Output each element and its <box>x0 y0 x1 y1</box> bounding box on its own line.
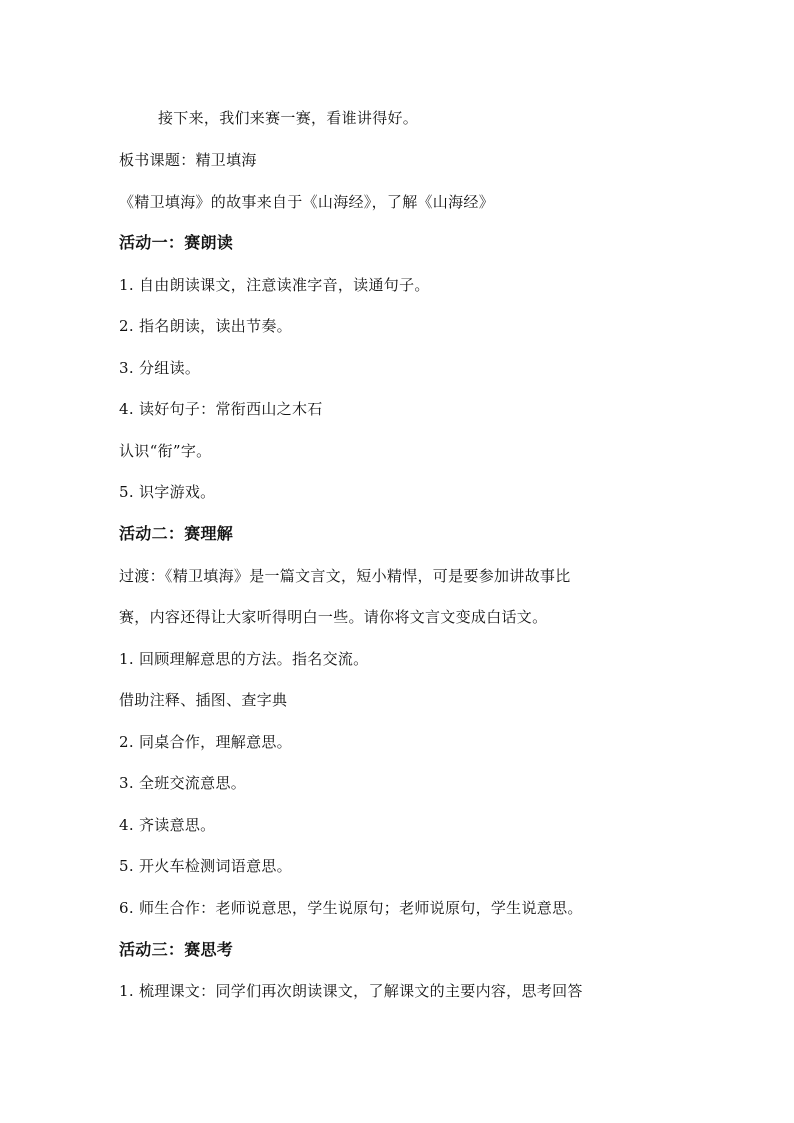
activity1-item: 2. 指名朗读，读出节奏。 <box>119 317 292 335</box>
activity2-item: 1. 回顾理解意思的方法。指名交流。 <box>119 650 369 668</box>
activity2-item: 5. 开火车检测词语意思。 <box>119 857 292 875</box>
activity2-item: 4. 齐读意思。 <box>119 816 216 834</box>
blackboard-title: 板书课题：精卫填海 <box>119 151 257 169</box>
activity1-item: 1. 自由朗读课文，注意读准字音，读通句子。 <box>119 276 430 294</box>
activity2-item: 3. 全班交流意思。 <box>119 774 247 792</box>
activity2-heading: 活动二：赛理解 <box>119 524 234 543</box>
activity1-item: 3. 分组读。 <box>119 359 201 377</box>
activity2-item: 借助注释、插图、查字典 <box>119 691 288 709</box>
activity1-heading: 活动一：赛朗读 <box>119 233 234 252</box>
source-note: 《精卫填海》的故事来自于《山海经》，了解《山海经》 <box>119 193 495 211</box>
activity2-item: 6. 师生合作：老师说意思，学生说原句；老师说原句，学生说意思。 <box>119 899 583 917</box>
activity1-item: 4. 读好句子：常衔西山之木石 <box>119 400 323 418</box>
activity1-item: 5. 识字游戏。 <box>119 483 216 501</box>
activity2-item: 2. 同桌合作，理解意思。 <box>119 733 292 751</box>
activity1-item: 认识“衔”字。 <box>119 442 212 460</box>
activity3-heading: 活动三：赛思考 <box>119 940 234 959</box>
activity2-transition: 过渡：《精卫填海》是一篇文言文，短小精悍，可是要参加讲故事比 <box>119 567 571 585</box>
activity2-transition: 赛，内容还得让大家听得明白一些。请你将文言文变成白话文。 <box>119 608 548 626</box>
intro-paragraph: 接下来，我们来赛一赛，看谁讲得好。 <box>158 109 419 127</box>
activity3-item: 1. 梳理课文：同学们再次朗读课文，了解课文的主要内容，思考回答 <box>119 982 583 1000</box>
